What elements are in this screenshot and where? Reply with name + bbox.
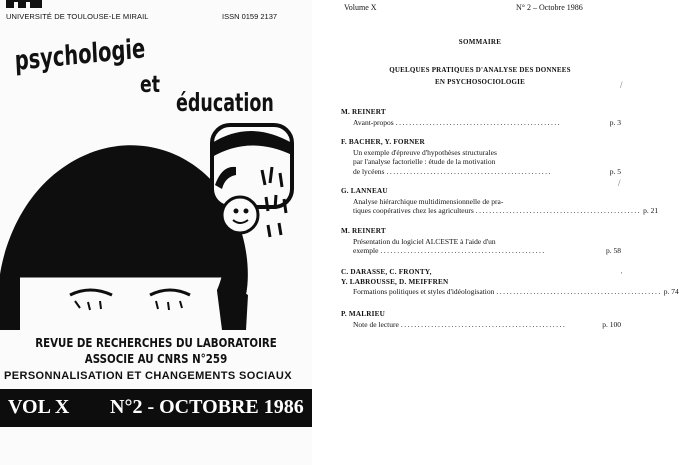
entry-page: p. 58 [606, 246, 621, 255]
dot-leader: ................................................. [380, 246, 546, 255]
entry-page: p. 74 [663, 287, 679, 296]
university-name: UNIVERSITÉ DE TOULOUSE-LE MIRAIL [6, 12, 149, 21]
laboratory-name: PERSONNALISATION ET CHANGEMENTS SOCIAUX [4, 370, 292, 382]
entry-title: Formations politiques et styles d'idéologisation [353, 287, 495, 296]
entry-title: tiques coopératives chez les agriculteurs [353, 206, 474, 215]
volume-label: VOL X [8, 396, 70, 418]
entry-title: par l'analyse factorielle : étude de la motivation [353, 157, 496, 166]
entry-page: p. 100 [602, 319, 621, 329]
revue-line-2: ASSOCIE AU CNRS N°259 [84, 351, 228, 366]
dot-leader: ................................................. [386, 166, 552, 176]
entry-title: de lycéens [353, 166, 385, 176]
toc-entry[interactable] [341, 187, 659, 216]
issue-band [0, 389, 312, 427]
toc-entry[interactable] [341, 138, 621, 176]
entry-authors: Y. LABROUSSE, D. MEIFFREN [341, 277, 449, 286]
toc-entry[interactable] [341, 268, 679, 297]
issue-label: N°2 - OCTOBRE 1986 [110, 396, 304, 418]
entry-title: Note de lecture [353, 319, 399, 329]
sommaire-heading: SOMMAIRE [458, 38, 502, 46]
dot-leader: ................................................. [395, 117, 562, 127]
entry-title: Analyse hiérarchique multidimensionnelle de pra- [353, 196, 504, 206]
header-volume: Volume X [344, 3, 377, 12]
issue-title-line-2: EN PSYCHOSOCIOLOGIE [435, 78, 525, 86]
dot-leader: ................................................. [400, 319, 567, 329]
entry-authors: M. REINERT [341, 108, 386, 116]
dot-leader: ................................................. [475, 206, 642, 215]
entry-title: Un exemple d'épreuve d'hypothèses structurales [353, 147, 497, 157]
cover-illustration [0, 125, 312, 330]
university-logo [6, 0, 42, 8]
entry-title: exemple [353, 246, 379, 255]
entry-title: Présentation du logiciel ALCESTE à l'aide d'un [353, 236, 496, 246]
issn: ISSN 0159 2137 [222, 12, 278, 21]
margin-mark: · [620, 268, 623, 278]
entry-page: p. 5 [609, 166, 621, 176]
entry-authors: C. DARASSE, C. FRONTY, [341, 268, 432, 276]
revue-line-1: REVUE DE RECHERCHES DU LABORATOIRE [35, 335, 277, 350]
margin-mark: / [618, 178, 621, 188]
margin-mark: / [620, 80, 623, 90]
journal-title-part2: et [140, 72, 160, 98]
entry-page: p. 21 [643, 206, 659, 215]
toc-entry[interactable] [341, 108, 621, 127]
toc-entry[interactable] [341, 227, 621, 256]
header-issue: N° 2 – Octobre 1986 [516, 3, 583, 12]
entry-authors: M. REINERT [341, 227, 386, 235]
entry-authors: P. MALRIEU [341, 310, 386, 318]
table-of-contents [320, 0, 679, 465]
entry-authors: G. LANNEAU [341, 187, 388, 195]
toc-entry[interactable] [341, 310, 621, 329]
dot-leader: ................................................. [496, 287, 662, 296]
entry-page: p. 3 [609, 117, 621, 127]
entry-title: Avant-propos [353, 117, 394, 127]
journal-cover [0, 0, 312, 465]
journal-title-part1: psychologie [14, 33, 146, 77]
entry-authors: F. BACHER, Y. FORNER [341, 138, 425, 146]
issue-title-line-1: QUELQUES PRATIQUES D'ANALYSE DES DONNEES [389, 66, 571, 74]
journal-title-part3: éducation [176, 88, 274, 117]
